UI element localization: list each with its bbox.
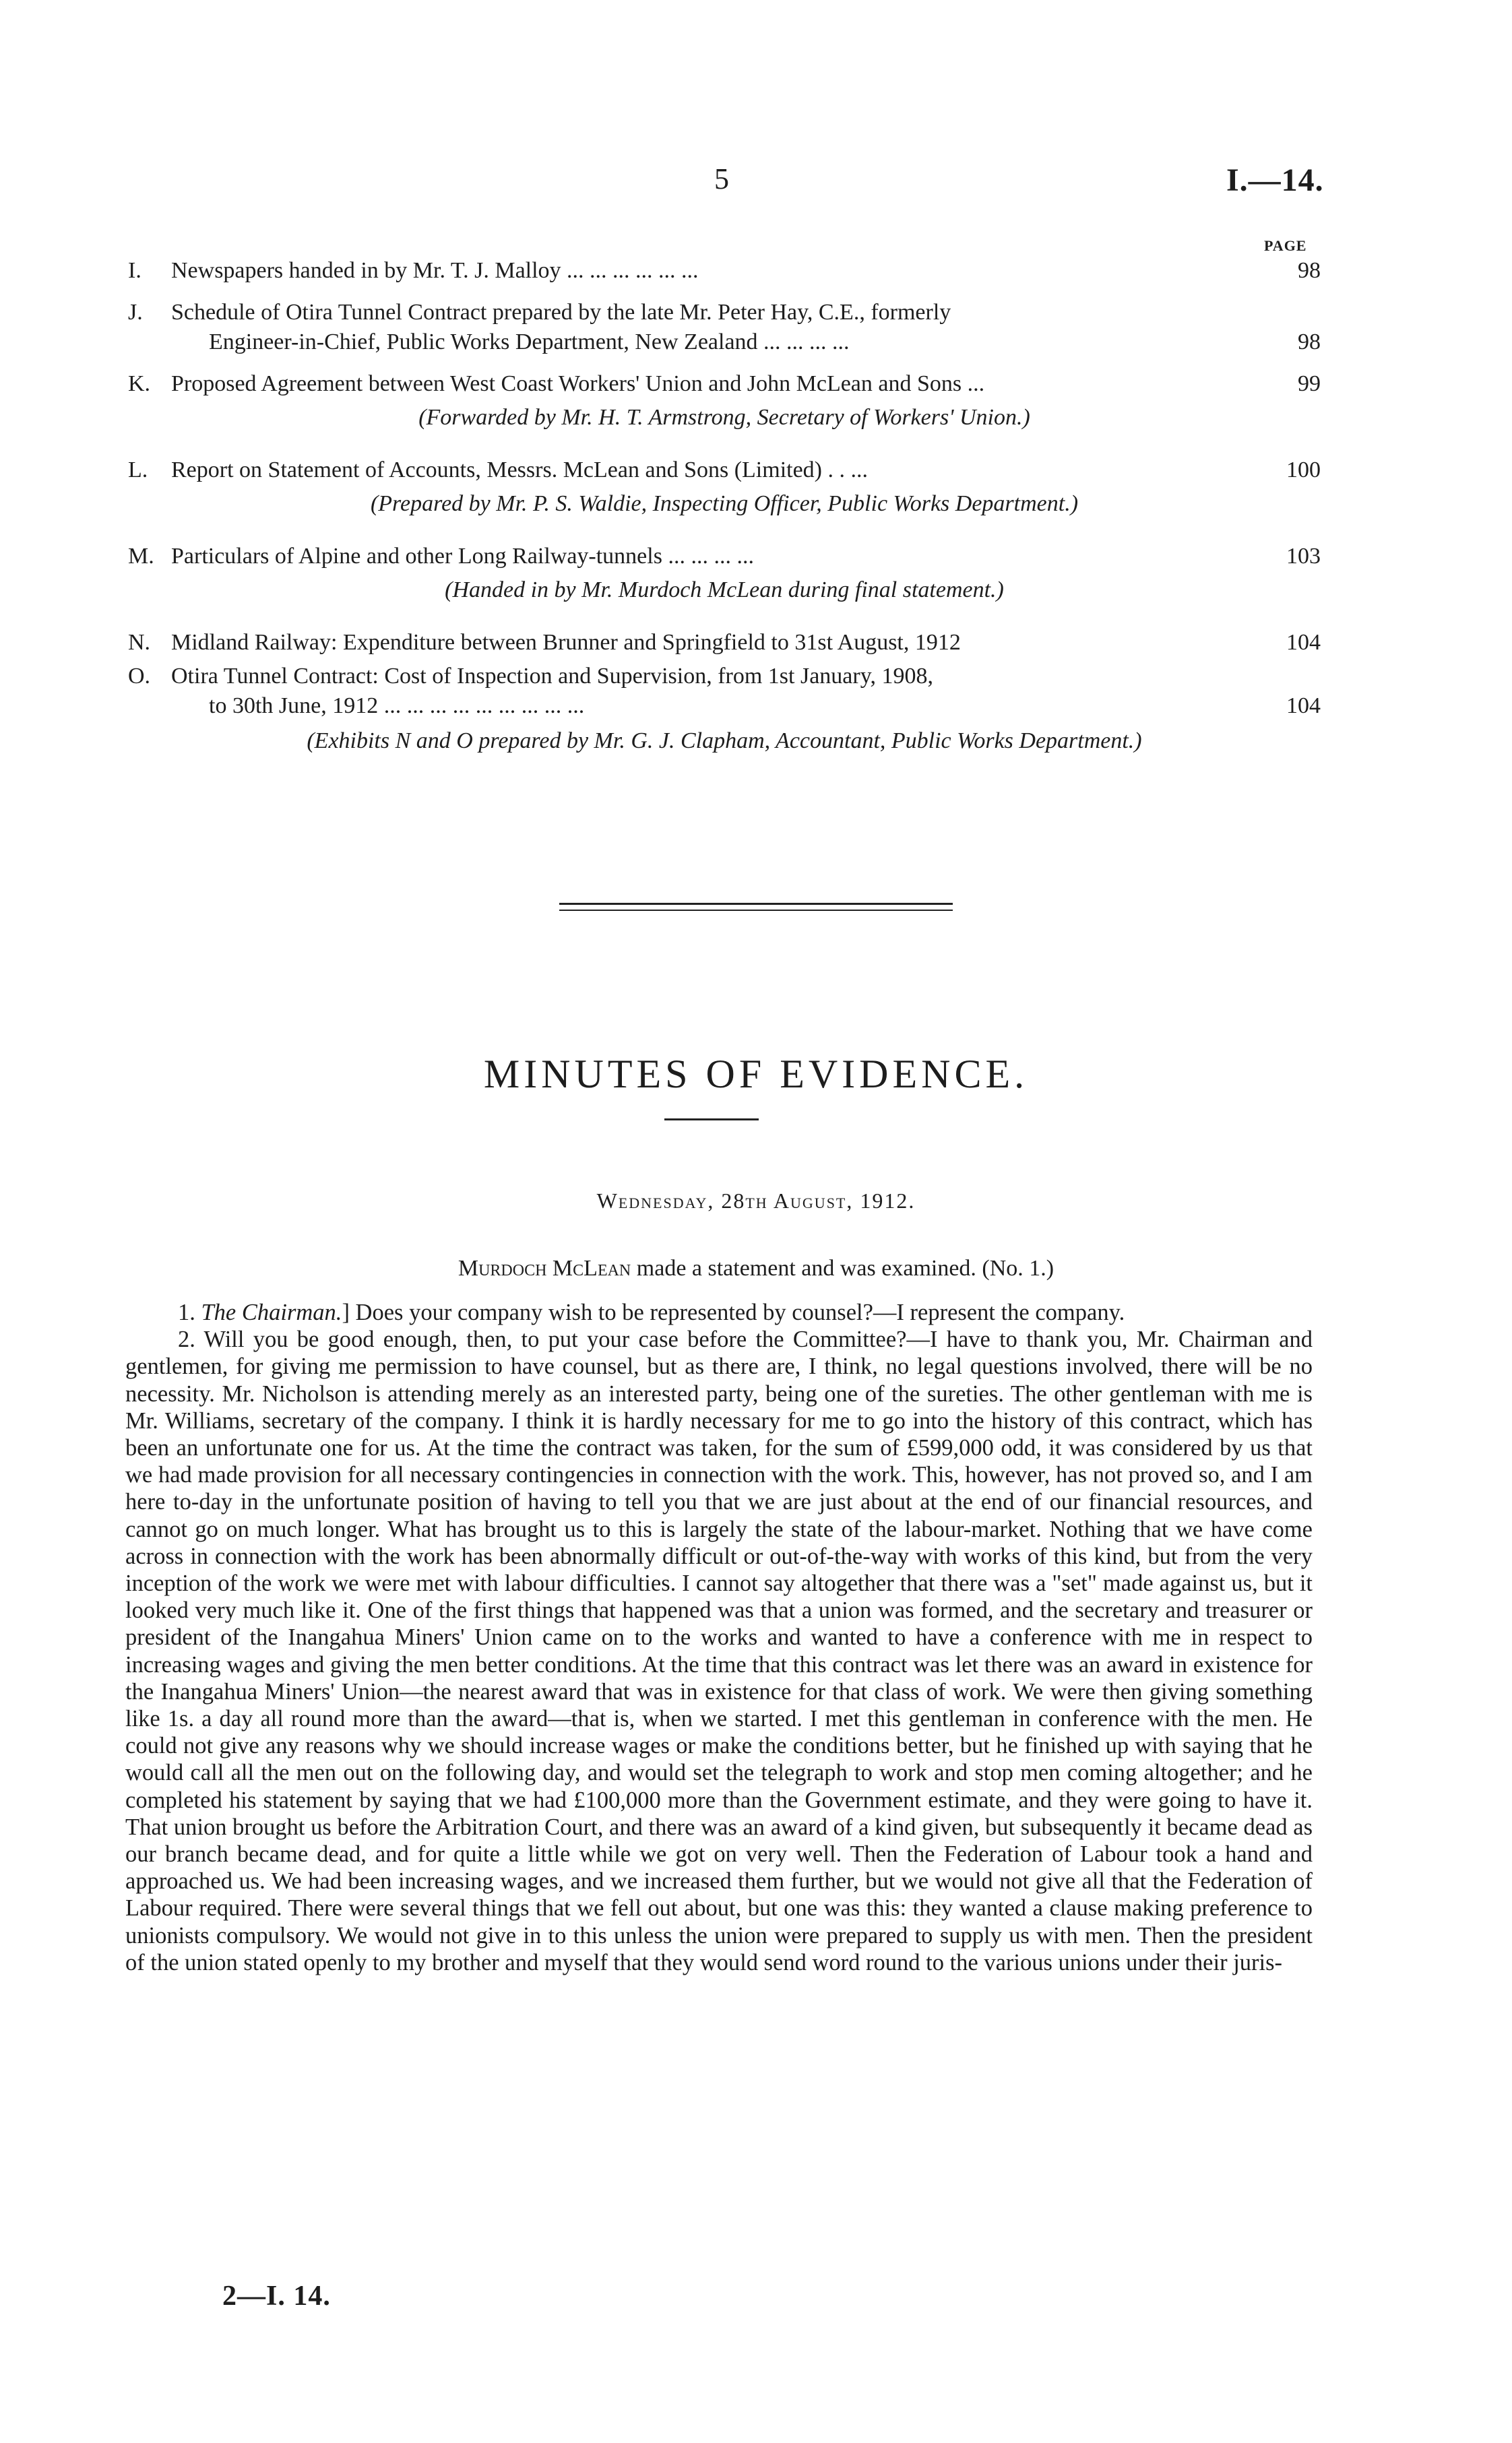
toc-credit-final: (Exhibits N and O prepared by Mr. G. J. Clapham, Accountant, Public Works Department.) <box>307 728 1142 753</box>
witness-name: Murdoch McLean <box>458 1256 631 1281</box>
toc-entry-j: J. Schedule of Otira Tunnel Contract prepared by the late Mr. Peter Hay, C.E., formerly <box>128 300 951 325</box>
title-underline <box>664 1118 759 1120</box>
toc-entry-l: L. Report on Statement of Accounts, Messrs. McLean and Sons (Limited) . . ... 100 <box>128 457 1321 482</box>
signature-reference: 2—I. 14. <box>222 2281 331 2312</box>
toc-entry-o: O. Otira Tunnel Contract: Cost of Inspection and Supervision, from 1st January, 1908, <box>128 664 934 689</box>
document-reference: I.—14. <box>1226 162 1324 198</box>
section-title: MINUTES OF EVIDENCE. <box>483 1052 1029 1096</box>
evidence-body <box>125 1299 1313 1976</box>
hearing-date: Wednesday, 28th August, 1912. <box>596 1188 916 1213</box>
page-number: 5 <box>714 162 729 195</box>
witness-statement-line <box>0 1256 1512 1281</box>
speaker: The Chairman. <box>201 1300 342 1325</box>
toc-entry-k: K. Proposed Agreement between West Coast Workers' Union and John McLean and Sons ... 99 <box>128 371 1321 396</box>
toc-entry-j-continued: Engineer-in-Chief, Public Works Department, New Zealand ... ... ... ... 98 <box>209 329 1321 354</box>
evidence-paragraph-2: 2. Will you be good enough, then, to put your case before the Committee?—I have to thank you, Mr. Chairman and gentlemen, for giving me permission to have counsel, but as there are, I think, no legal questions involved, there will be no necessity. Mr. Nicholson is attending merely as an interested party, being one of the sureties. The other gentleman with me is Mr. Williams, secretary of the company. I think it is hardly necessary for me to go into the history of this contract, which has been an unfortunate one for us. At the time the contract was taken, for the sum of £599,000 odd, it was considered by us that we had made provision for all necessary contingencies in connection with the work. This, however, has not proved so, and I am here to-day in the unfortunate position of having to tell you that we are just about at the end of our financial resources, and cannot go on much longer. What has brought us to this is largely the state of the labour-market. Nothing that we have come across in connection with the work has been abnormally difficult or out-of-the-way with works of this kind, but from the very inception of the work we were met with labour difficulties. I cannot say altogether that there was a "set" made against us, but it looked very much like it. One of the first things that happened was that a union was formed, and the secretary and treasurer or president of the Inangahua Miners' Union came on to the works and wanted to have a conference with me in respect to increasing wages and giving the men better conditions. At the time that this contract was let there was an award in existence for the Inangahua Miners' Union—the nearest award that was in existence for that class of work. We were then giving something like 1s. a day all round more than the award—that is, when we started. I met this gentleman in conference with the men. He could not give any reasons why we should increase wages or make the conditions better, but he finished up with saying that he would call all the men out on the following day, and would set the telegraph to work and stop men coming altogether; and he completed his statement by saying that we had £100,000 more than the Government estimate, and they were going to have it. That union brought us before the Arbitration Court, and there was an award of a kind given, but subsequently it became dead as our branch became dead, and for quite a little while we got on very well. Then the Federation of Labour took a hand and approached us. We had been increasing wages, and we increased them further, but we would not give all that the Federation of Labour required. There were several things that we fell out about, but one was this: they wanted a clause making preference to unionists compulsory. We would not give in to this unless the union were prepared to supply us with men. Then the president of the union stated openly to my brother and myself that they would send word round to the various unions under their juris- <box>125 1327 1313 1975</box>
witness-description: made a statement and was examined. (No. 1.) <box>631 1256 1054 1281</box>
section-divider-top <box>559 903 953 905</box>
toc-entry-n: N. Midland Railway: Expenditure between Brunner and Springfield to 31st August, 1912 104 <box>128 630 1321 655</box>
toc-credit-k: (Forwarded by Mr. H. T. Armstrong, Secretary of Workers' Union.) <box>418 405 1030 430</box>
toc-entry-o-continued: to 30th June, 1912 ... ... ... ... ... ... ... ... ... 104 <box>209 693 1321 718</box>
section-divider-bottom <box>559 910 953 911</box>
toc-entry-i: I. Newspapers handed in by Mr. T. J. Malloy ... ... ... ... ... ... 98 <box>128 258 1321 283</box>
toc-credit-l: (Prepared by Mr. P. S. Waldie, Inspecting Officer, Public Works Department.) <box>370 491 1079 516</box>
toc-credit-m: (Handed in by Mr. Murdoch McLean during final statement.) <box>445 577 1004 602</box>
toc-entry-m: M. Particulars of Alpine and other Long Railway-tunnels ... ... ... ... 103 <box>128 544 1321 569</box>
exhibits-list <box>128 256 1321 756</box>
page-column-label: PAGE <box>1264 237 1307 254</box>
evidence-paragraph-1: 1. The Chairman.] Does your company wish to be represented by counsel?—I represent the company. <box>178 1300 1125 1325</box>
